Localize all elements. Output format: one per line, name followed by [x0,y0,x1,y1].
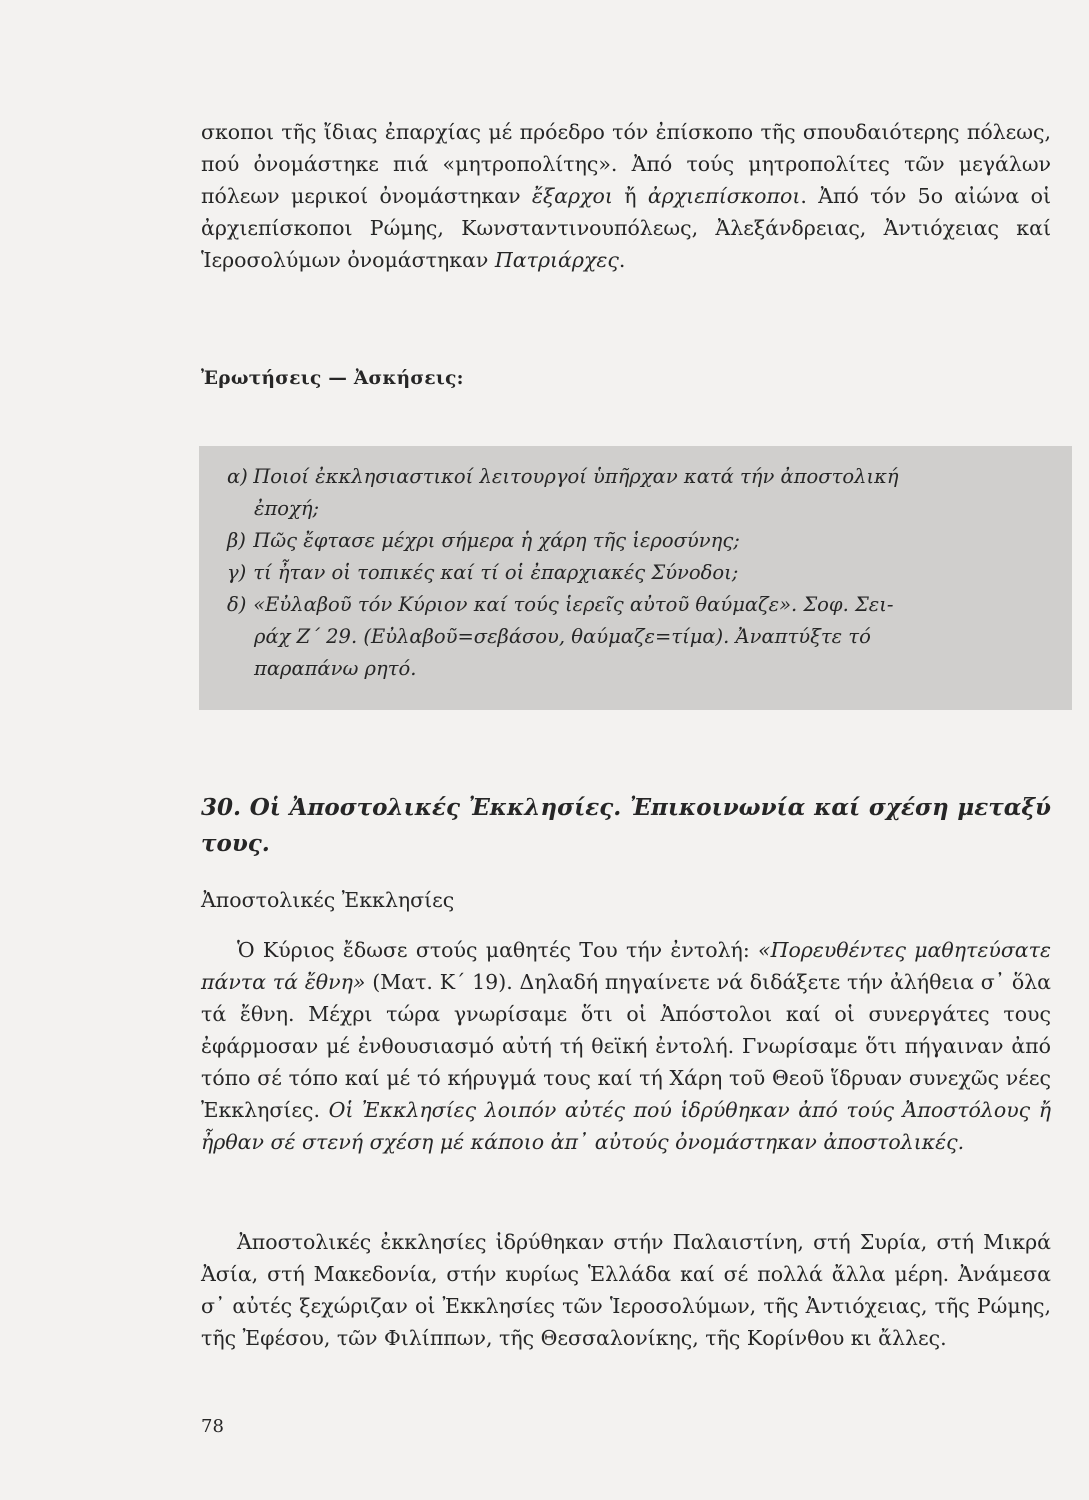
exercise-text: Πῶς ἔφτασε μέχρι σήμερα ἡ χάρη τῆς ἱεροσύνης; [253,529,740,552]
exercise-item [227,589,997,685]
exercise-list [227,461,997,685]
exercise-item [227,461,997,525]
exercise-item [227,557,997,589]
exercise-item [227,525,997,557]
exercise-text-continued: ἐποχή; [254,497,320,520]
exercise-letter: α) [227,465,248,488]
page-number: 78 [201,1416,224,1437]
top-paragraph: σκοποι τῆς ἴδιας ἐπαρχίας μέ πρόεδρο τόν ἐπίσκοπο τῆς σπουδαιότερης πόλεως, πού ὀνομάστηκε πιά «μητροπολίτης». Ἀπό τούς μητροπολίτες τῶν μεγάλων πόλεων μερικοί ὀνομάστηκαν ἔξαρχοι ἤ ἀρχιεπίσκοποι. Ἀπό τόν 5ο αἰώνα οἱ ἀρχιεπίσκοποι Ρώμης, Κωνσταντινουπόλεως, Ἀλεξάνδρειας, Ἀντιόχειας καί Ἱεροσολύμων ὀνομάστηκαν Πατριάρχες. [201,120,1051,272]
exercise-letter: γ) [227,561,247,584]
exercise-text: «Εὐλαβοῦ τόν Κύριον καί τούς ἱερεῖς αὐτοῦ θαύμαζε». Σοφ. Σει- [253,593,894,616]
section-title: 30. Οἱ Ἀποστολικές Ἐκκλησίες. Ἐπικοινωνία καί σχέση μεταξύ τους. [201,794,1051,857]
exercises-heading: Ἐρωτήσεις — Ἀσκήσεις: [201,368,464,389]
exercise-text: τί ἦταν οἱ τοπικές καί τί οἱ ἐπαρχιακές Σύνοδοι; [253,561,739,584]
body-paragraph-2: Ἀποστολικές ἐκκλησίες ἱδρύθηκαν στήν Παλαιστίνη, στή Συρία, στή Μικρά Ἀσία, στή Μακεδονία, στήν κυρίως Ἑλλάδα καί σέ πολλά ἄλλα μέρη. Ἀνάμεσα σ᾽ αὐτές ξεχώριζαν οἱ Ἐκκλησίες τῶν Ἱεροσολύμων, τῆς Ἀντιόχειας, τῆς Ρώμης, τῆς Ἐφέσου, τῶν Φιλίππων, τῆς Θεσσαλονίκης, τῆς Κορίνθου κι ἄλλες. [201,1230,1051,1350]
exercise-text-continued: ράχ Ζ΄ 29. (Εὐλαβοῦ=σεβάσου, θαύμαζε=τίμα). Ἀναπτύξτε τό [254,625,871,648]
exercise-text: Ποιοί ἐκκλησιαστικοί λειτουργοί ὑπῆρχαν κατά τήν ἀποστολική [253,465,899,488]
exercise-box [199,446,1072,710]
body-paragraph-1: Ὁ Κύριος ἔδωσε στούς μαθητές Του τήν ἐντολή: «Πορευθέντες μαθητεύσατε πάντα τά ἔθνη» (Ματ. Κ΄ 19). Δηλαδή πηγαίνετε νά διδάξετε τήν ἀλήθεια σ᾽ ὅλα τά ἔθνη. Μέχρι τώρα γνωρίσαμε ὅτι οἱ Ἀπόστολοι καί οἱ συνεργάτες τους ἐφάρμοσαν μέ ἐνθουσιασμό αὐτή τή θεϊκή ἐντολή. Γνωρίσαμε ὅτι πήγαιναν ἀπό τόπο σέ τόπο καί μέ τό κήρυγμά τους καί τή Χάρη τοῦ Θεοῦ ἵδρυαν συνεχῶς νέες Ἐκκλησίες. Οἱ Ἐκκλησίες λοιπόν αὐτές πού ἱδρύθηκαν ἀπό τούς Ἀποστόλους ἤ ἦρθαν σέ στενή σχέση μέ κάποιο ἀπ᾽ αὐτούς ὀνομάστηκαν ἀποστολικές. [201,938,1051,1154]
exercise-letter: β) [227,529,246,552]
exercise-letter: δ) [227,593,247,616]
subheading: Ἀποστολικές Ἐκκλησίες [201,888,455,912]
exercise-text-continued: παραπάνω ρητό. [254,657,417,680]
